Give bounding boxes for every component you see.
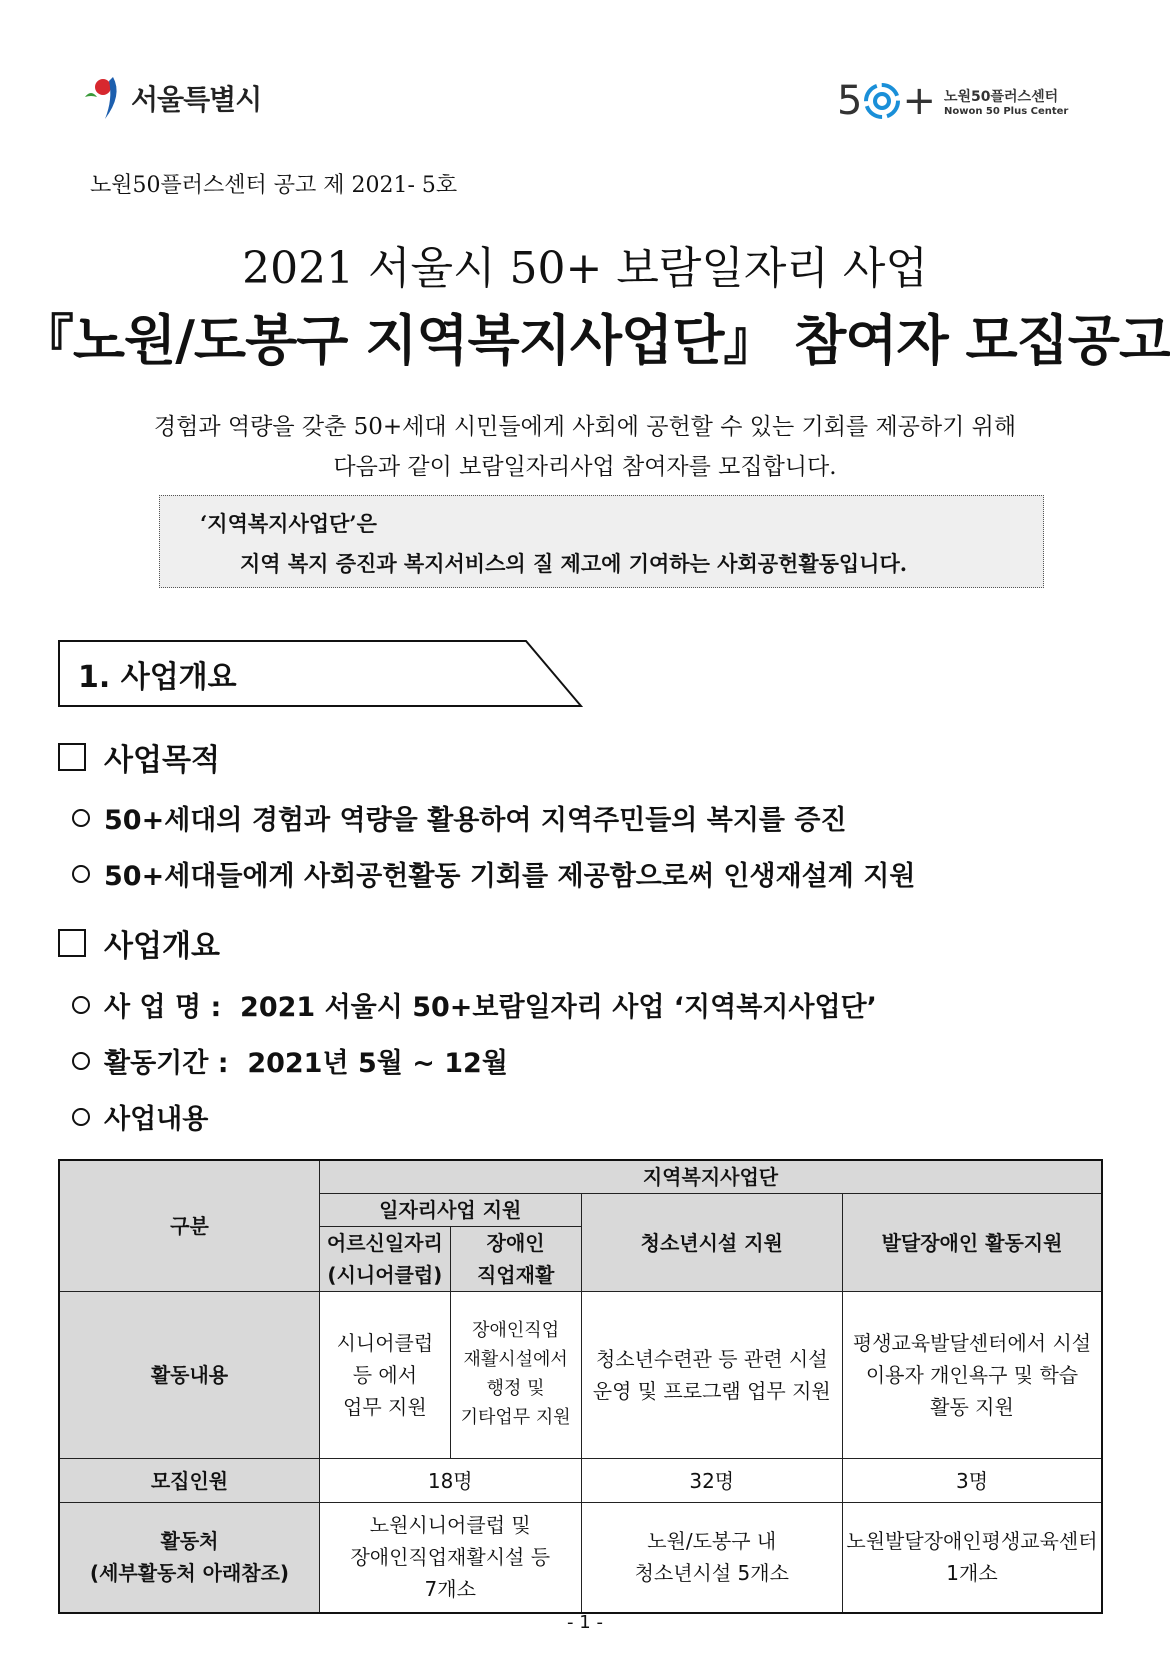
cell-dev: 3명	[842, 1459, 1102, 1503]
list-item-text: 사업내용	[104, 1104, 209, 1135]
program-table	[58, 1159, 1103, 1614]
seoul-logo	[83, 74, 261, 122]
notice-number: 노원50플러스센터 공고 제 2021- 5호	[90, 173, 458, 198]
circle-bullet-icon	[72, 865, 90, 883]
section-heading	[58, 640, 583, 711]
header-dev: 발달장애인 활동지원	[842, 1194, 1102, 1292]
cell-youth: 청소년수련관 등 관련 시설 운영 및 프로그램 업무 지원	[581, 1292, 842, 1459]
title-line-2: 『노원/도봉구 지역복지사업단』 참여자 모집공고	[19, 308, 1170, 372]
callout-box	[159, 495, 1044, 588]
circle-bullet-icon	[72, 996, 90, 1014]
nowon-logo-mark: 5 +	[837, 78, 936, 124]
cell-youth: 32명	[581, 1459, 842, 1503]
checkbox-icon	[58, 743, 86, 771]
nowon-logo-en: Nowon 50 Plus Center	[943, 105, 1069, 117]
header-category: 구분	[59, 1160, 319, 1292]
ring-icon	[862, 81, 902, 121]
header-group: 지역복지사업단	[319, 1160, 1102, 1194]
section-heading-text: 1. 사업개요	[78, 660, 237, 695]
cell-jobs: 18명	[319, 1459, 581, 1503]
seoul-emblem-icon	[83, 75, 125, 121]
list-item-text: 50+세대의 경험과 역량을 활용하여 지역주민들의 복지를 증진	[104, 805, 847, 836]
callout-line-2: 지역 복지 증진과 복지서비스의 질 제고에 기여하는 사회공헌활동입니다.	[240, 551, 908, 576]
overview-heading	[58, 921, 220, 965]
purpose-title: 사업목적	[104, 743, 220, 778]
circle-bullet-icon	[72, 809, 90, 827]
list-item-text: 활동기간 : 2021년 5월 ~ 12월	[104, 1048, 508, 1079]
circle-bullet-icon	[72, 1052, 90, 1070]
list-item	[72, 854, 915, 893]
table-row	[59, 1459, 1102, 1503]
table-row	[59, 1503, 1102, 1613]
cell-disabled: 장애인직업 재활시설에서 행정 및 기타업무 지원	[450, 1292, 581, 1459]
table-row	[59, 1292, 1102, 1459]
overview-title: 사업개요	[104, 929, 220, 964]
row-label: 활동내용	[59, 1292, 319, 1459]
header-youth: 청소년시설 지원	[581, 1194, 842, 1292]
cell-jobs: 노원시니어클럽 및 장애인직업재활시설 등 7개소	[319, 1503, 581, 1613]
row-label: 모집인원	[59, 1459, 319, 1503]
list-item-text: 50+세대들에게 사회공헌활동 기회를 제공함으로써 인생재설계 지원	[104, 861, 916, 892]
cell-dev: 노원발달장애인평생교육센터 1개소	[842, 1503, 1102, 1613]
list-item	[72, 798, 847, 837]
checkbox-icon	[58, 929, 86, 957]
list-item	[72, 1041, 508, 1080]
cell-dev: 평생교육발달센터에서 시설 이용자 개인욕구 및 학습 활동 지원	[842, 1292, 1102, 1459]
cell-senior: 시니어클럽 등 에서 업무 지원	[319, 1292, 450, 1459]
row-label: 활동처 (세부활동처 아래참조)	[59, 1503, 319, 1613]
title-line-1: 2021 서울시 50+ 보람일자리 사업	[242, 243, 928, 294]
header-disabled: 장애인 직업재활	[450, 1227, 581, 1292]
list-item-text: 사 업 명 : 2021 서울시 50+보람일자리 사업 ‘지역복지사업단’	[104, 992, 877, 1023]
list-item	[72, 1097, 208, 1136]
circle-bullet-icon	[72, 1108, 90, 1126]
seoul-logo-text: 서울특별시	[131, 83, 262, 116]
nowon-50plus-logo	[837, 78, 1068, 124]
intro-line-2: 다음과 같이 보람일자리사업 참여자를 모집합니다.	[333, 454, 837, 480]
intro-line-1: 경험과 역량을 갖춘 50+세대 시민들에게 사회에 공헌할 수 있는 기회를 제공하기 위해	[153, 414, 1017, 440]
callout-line-1: ‘지역복지사업단’은	[200, 511, 377, 536]
purpose-heading	[58, 735, 220, 779]
header-subgroup: 일자리사업 지원	[319, 1194, 581, 1227]
list-item	[72, 985, 877, 1024]
header-senior: 어르신일자리 (시니어클럽)	[319, 1227, 450, 1292]
nowon-logo-ko: 노원50플러스센터	[943, 88, 1059, 105]
page-number: - 1 -	[567, 1612, 603, 1633]
cell-youth: 노원/도봉구 내 청소년시설 5개소	[581, 1503, 842, 1613]
